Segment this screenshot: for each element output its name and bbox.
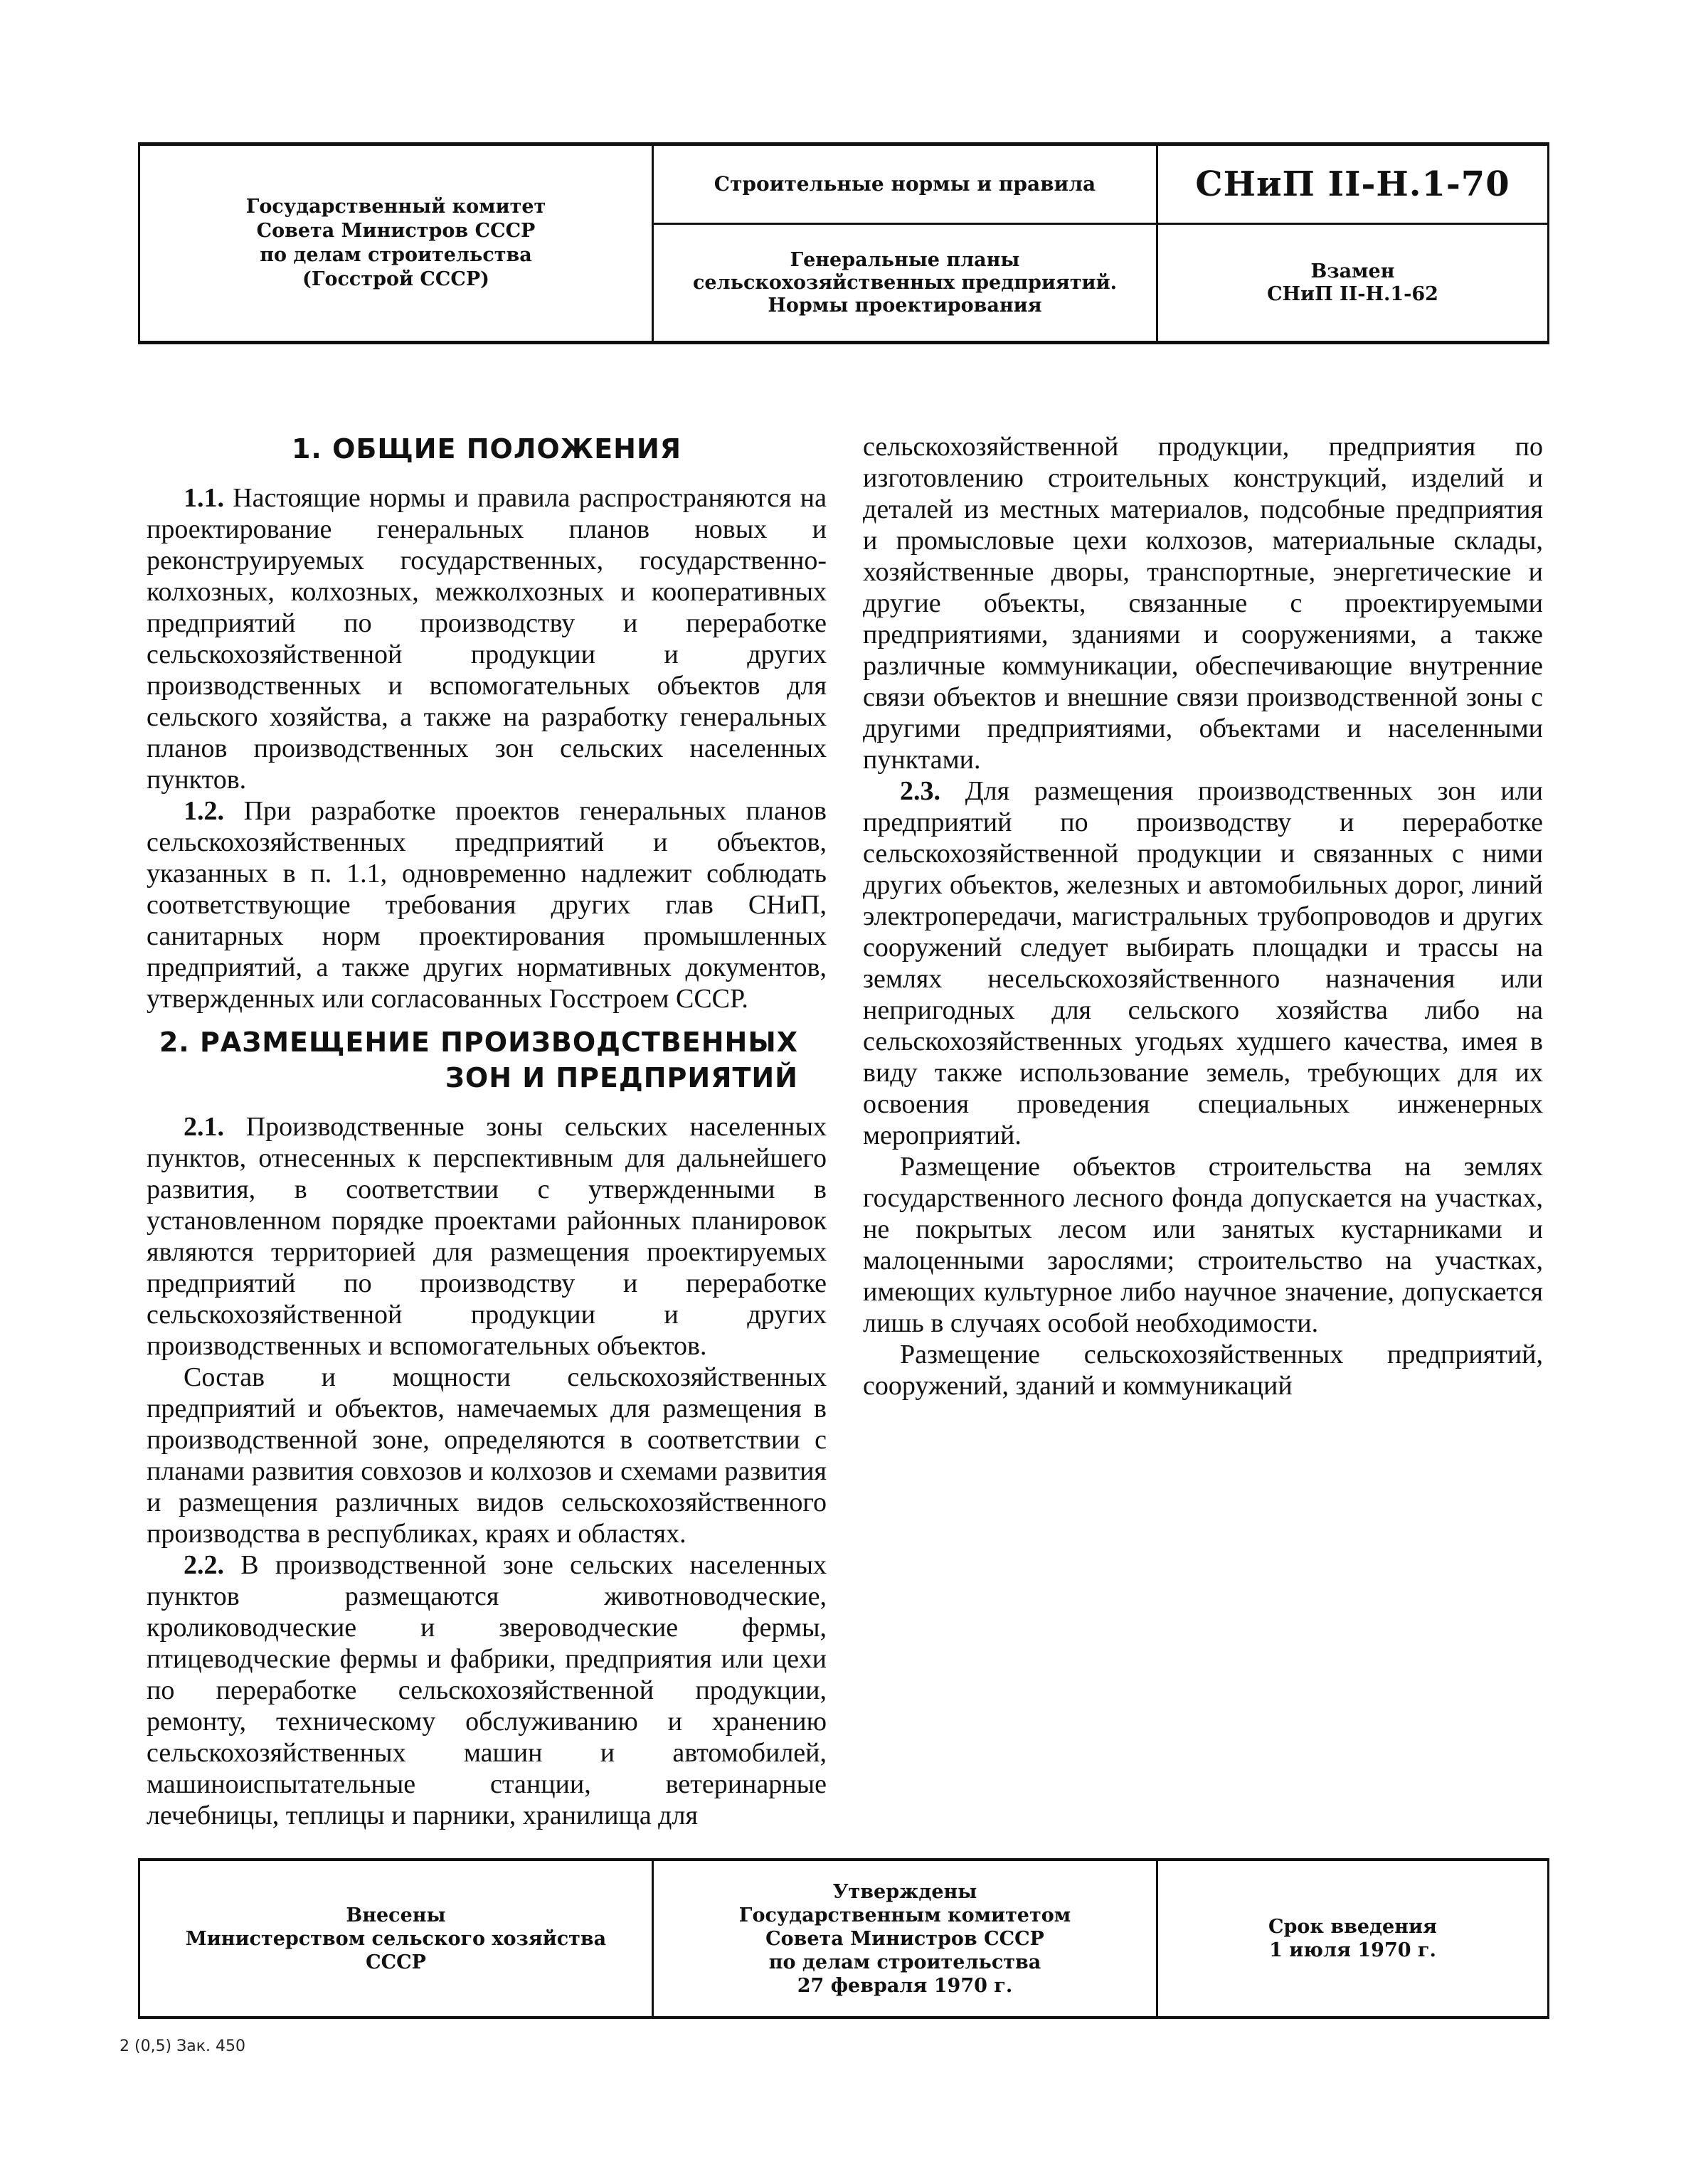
submitted-by: Внесены Министерством сельского хозяйства СССР: [185, 1904, 607, 1973]
paragraph-2-1: [147, 1111, 827, 1362]
clause-number: 1.2.: [184, 796, 224, 826]
paragraph-2-2-continued: сельскохозяйственной продукции, предприятия по изготовлению строительных конструкций, изделий и деталей из местных материалов, подсобные предприятия и промысловые цехи колхозов, материальные склады, хозяйственные дворы, транспортные, энергетические и другие объекты, связанные с проектируемыми предприятиями, зданиями и сооружениями, а также различные коммуникации, обеспечивающие внутренние связи объектов и внешние связи производственной зоны с другими предприятиями, объектами и населенными пунктами.: [863, 432, 1543, 775]
paragraph-1-2: [147, 795, 827, 1014]
clause-text: Настоящие нормы и правила распространяются на проектирование генеральных планов новых и реконструируемых государственных, государственно-колхозных, колхозных, межколхозных и кооперативных предприятий по производству и переработке сельскохозяйственной продукции и других производственных и вспомогательных объектов для сельского хозяйства, а также на разработку генеральных планов производственных зон сельских населенных пунктов.: [147, 483, 827, 795]
print-info: 2 (0,5) Зак. 450: [120, 2037, 245, 2055]
document-code: СНиП II-Н.1-70: [1195, 164, 1510, 204]
replaces-note: Взамен СНиП II-Н.1-62: [1267, 260, 1438, 305]
header-block: [138, 142, 1549, 344]
effective-date: Срок введения 1 июля 1970 г.: [1268, 1916, 1437, 1961]
section-heading: 2. РАЗМЕЩЕНИЕ ПРОИЗВОДСТВЕННЫХ ЗОН И ПРЕДПРИЯТИЙ: [159, 1027, 798, 1093]
paragraph-2-1-continued: Состав и мощности сельскохозяйственных предприятий и объектов, намечаемых для размещения в производственной зоне, определяются в соответствии с планами развития совхозов и колхозов и схемами развития и размещения различных видов сельскохозяйственного производства в республиках, краях и областях.: [147, 1362, 827, 1549]
paragraph-2-3-continued: Размещение объектов строительства на землях государственного лесного фонда допускается на участках, не покрытых лесом или занятых кустарниками и малоценными зарослями; строительство на участках, имеющих культурное либо научное значение, допускается лишь в случаях особой необходимости.: [863, 1152, 1543, 1338]
text-column-right: [863, 431, 1543, 1401]
text-column-left: [147, 431, 827, 1831]
issuing-organization: Государственный комитет Совета Министров СССР по делам строительства (Госстрой СССР): [245, 196, 546, 290]
document-title: Генеральные планы сельскохозяйственных предприятий. Нормы проектирования: [692, 248, 1118, 317]
document-type: Строительные нормы и правила: [714, 172, 1096, 196]
clause-text: Для размещения производственных зон или предприятий по производству и переработке сельскохозяйственной продукции и связанных с ними других объектов, железных и автомобильных дорог, линий электропередачи, магистральных трубопроводов и других сооружений следует выбирать площадки и трассы на землях несельскохозяйственного назначения или непригодных для сельского хозяйства либо на сельскохозяйственных угодьях худшего качества, имея в виду также использование земель, требующих для их освоения проведения специальных инженерных мероприятий.: [863, 776, 1543, 1150]
clause-text: В производственной зоне сельских населенных пунктов размещаются животноводческие, кролиководческие и звероводческие фермы, птицеводческие фермы и фабрики, предприятия или цехи по переработке сельскохозяйственной продукции, ремонту, техническому обслуживанию и хранению сельскохозяйственных машин и автомобилей, машиноиспытательные станции, ветеринарные лечебницы, теплицы и парники, хранилища для: [147, 1550, 827, 1830]
section-heading: 1. ОБЩИЕ ПОЛОЖЕНИЯ: [291, 433, 682, 465]
clause-number: 2.2.: [184, 1550, 224, 1580]
clause-number: 1.1.: [184, 483, 224, 513]
paragraph-1-1: [147, 482, 827, 795]
footer-block: [138, 1858, 1549, 2019]
paragraph-2-3-final: Размещение сельскохозяйственных предприятий, сооружений, зданий и коммуникаций: [863, 1340, 1543, 1401]
clause-number: 2.3.: [900, 776, 940, 806]
clause-text: При разработке проектов генеральных планов сельскохозяйственных предприятий и объектов, указанных в п. 1.1, одновременно надлежит соблюдать соответствующие требования других глав СНиП, санитарных норм проектирования промышленных предприятий, а также других нормативных документов, утвержденных или согласованных Госстроем СССР.: [147, 796, 827, 1014]
clause-number: 2.1.: [184, 1112, 224, 1142]
paragraph-2-2: [147, 1549, 827, 1831]
clause-text: Производственные зоны сельских населенных пунктов, отнесенных к перспективным для дальнейшего развития, в соответствии с утвержденными в установленном порядке проектами районных планировок являются территорией для размещения проектируемых предприятий по производству и переработке сельскохозяйственной продукции и других производственных и вспомогательных объектов.: [147, 1112, 827, 1361]
paragraph-2-3: [863, 775, 1543, 1151]
approved-by: Утверждены Государственным комитетом Совета Министров СССР по делам строительства 27 февраля 1970 г.: [738, 1880, 1071, 1997]
